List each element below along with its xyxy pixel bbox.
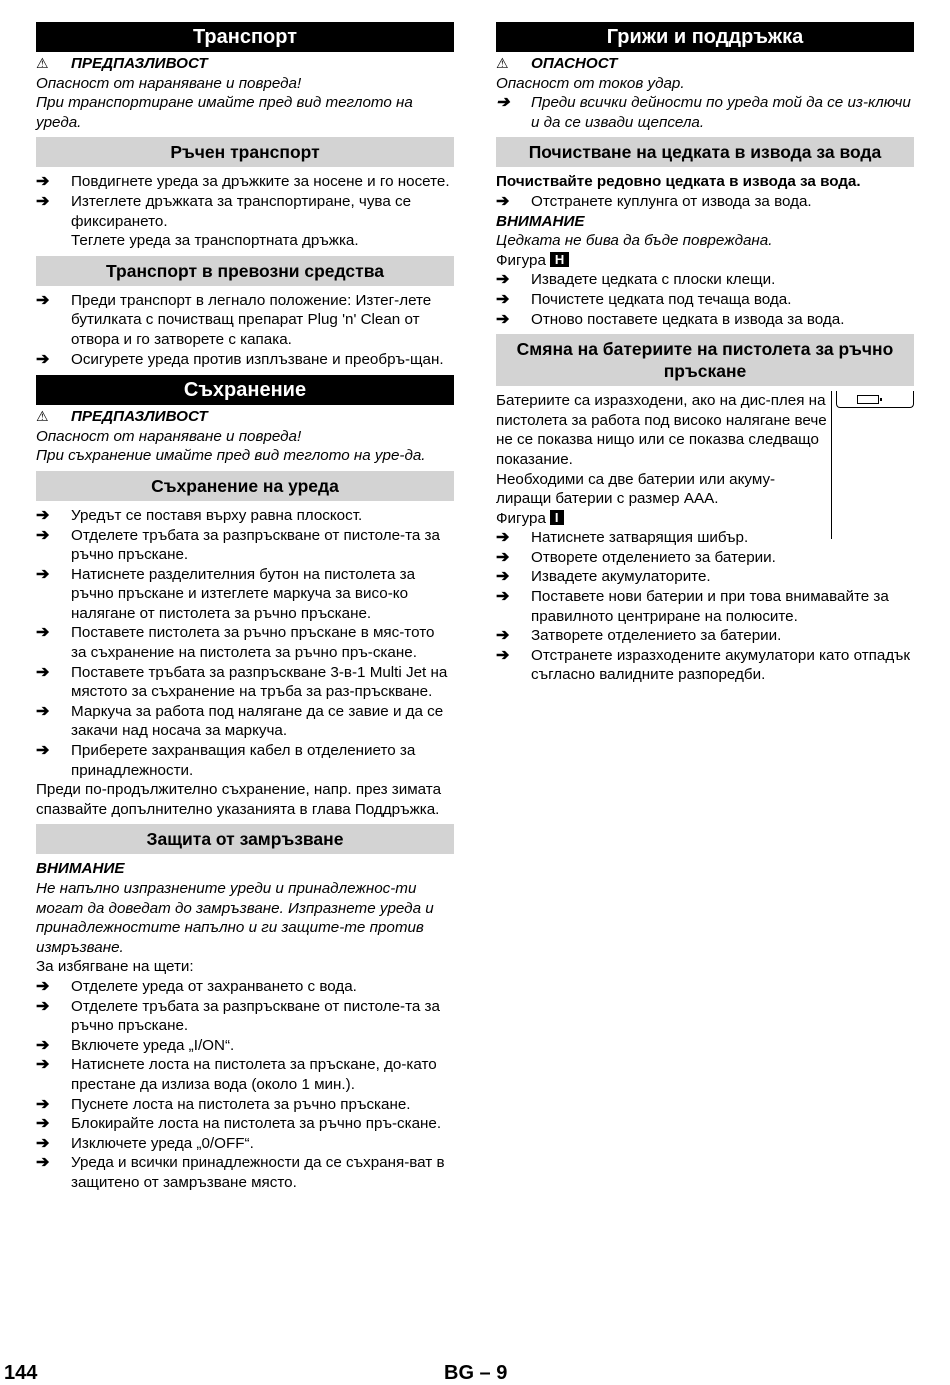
list-item: ➔ Изтеглете дръжката за транспортиране, чува се фиксирането. [36,192,412,230]
arrow-right-icon: ➔ [496,529,510,547]
arrow-right-icon: ➔ [496,290,510,308]
list-item: ➔ Пуснете лоста на пистолета за ръчно пръскане. [36,1095,411,1113]
list-item: ➔ Отделете тръбата за разпръскване от пистоле-та за ръчно пръскане. [36,997,440,1035]
page-number: 144 [4,1362,38,1384]
sieve-bold-instruction: Почиствайте редовно цедката в извода за вода. [496,173,861,191]
section-title-care: Грижи и поддръжка [496,22,914,52]
caution-text: Опасност от нараняване и повреда! [36,74,302,92]
caution-label: ⚠ ПРЕДПАЗЛИВОСТ [36,55,208,72]
figure-label: I [550,510,564,525]
arrow-right-icon: ➔ [36,173,50,191]
arrow-right-icon: ➔ [36,350,50,368]
battery-text: Батериите са изразходени, ако на дис-плея на пистолета за работа под високо налягане вече не се показва нищо или се показва следващо показание. [496,392,827,468]
list-item: ➔ Изключете уреда „0/OFF“. [36,1134,254,1152]
arrow-right-icon: ➔ [36,1154,50,1172]
sieve-list [496,270,914,329]
subsection-title-sieve-cleaning: Почистване на цедката в извода за вода [496,137,914,167]
battery-low-icon [857,395,879,404]
figure-reference: Фигура H [496,251,914,271]
arrow-right-icon: ➔ [36,742,50,760]
storage-note: Преди по-продължително съхранение, напр. през зимата спазвайте допълнително указанията в глава Поддръжка. [36,781,442,818]
caution-text: При транспортиране имайте пред вид теглото на уреда. [36,94,413,131]
battery-illustration [831,391,914,539]
arrow-right-icon: ➔ [36,663,50,681]
list-item: ➔ Отделете тръбата за разпръскване от пистоле-та за ръчно пръскане. [36,526,440,564]
list-item: ➔ Преди всички дейности по уреда той да се из-ключи и да се извади щепсела. [496,94,911,131]
subsection-title-frost-protection: Защита от замръзване [36,824,454,854]
danger-label: ⚠ ОПАСНОСТ [496,55,618,72]
arrow-right-icon: ➔ [36,1056,50,1074]
frost-protection-list [36,977,454,1193]
caution-label: ⚠ ПРЕДПАЗЛИВОСТ [36,408,208,426]
display-frame [836,391,914,408]
arrow-right-icon: ➔ [36,997,50,1015]
subsection-title-vehicle-transport: Транспорт в превозни средства [36,256,454,286]
arrow-right-icon: ➔ [36,702,50,720]
arrow-right-icon: ➔ [36,977,50,995]
warning-triangle-icon: ⚠ [36,55,49,71]
list-item: ➔ Маркуча за работа под налягане да се завие и да се закачи над носача за маркуча. [36,702,444,740]
page-code: BG – 9 [444,1362,508,1384]
arrow-right-icon: ➔ [36,1036,50,1054]
list-item: ➔ Извадете цедката с плоски клещи. [496,271,776,289]
manual-transport-list [36,172,454,231]
left-column [36,22,454,1193]
list-item: ➔ Осигурете уреда против изплъзване и преобръ-щан. [36,350,444,368]
list-item: ➔ Поставете нови батерии и при това внимавайте за правилното центриране на полюсите. [496,588,889,625]
list-item: ➔ Извадете акумулаторите. [496,568,711,586]
arrow-right-icon: ➔ [36,291,50,309]
attention-label: ВНИМАНИЕ [496,212,585,230]
arrow-right-icon: ➔ [36,1134,50,1152]
list-item: ➔ Отворете отделението за батерии. [496,548,776,566]
sieve-first-list [496,192,914,212]
list-item: ➔ Натиснете затварящия шибър. [496,529,749,547]
list-item: ➔ Натиснете разделителния бутон на пистолета за ръчно пръскане и изтеглете маркуча за висо-ко налягане от пистолета за ръчно пръскане. [36,565,416,622]
list-continuation: Теглете уреда за транспортната дръжка. [71,232,359,250]
list-item: ➔ Уредът се поставя върху равна плоскост. [36,506,363,524]
arrow-right-icon: ➔ [496,310,510,328]
list-item: ➔ Отделете уреда от захранването с вода. [36,977,357,995]
danger-list [496,93,914,132]
arrow-right-icon: ➔ [36,526,50,544]
battery-section [496,391,914,685]
subsection-title-manual-transport: Ръчен транспорт [36,137,454,167]
arrow-right-icon: ➔ [36,624,50,642]
arrow-right-icon: ➔ [496,627,510,645]
list-item: ➔ Поставете пистолета за ръчно пръскане в мяс-тото за съхранение на пистолета за ръчно пръ-скане. [36,624,435,662]
arrow-right-icon: ➔ [496,271,510,289]
list-item: ➔ Почистете цедката под течаща вода. [496,290,792,308]
list-item: ➔ Затворете отделението за батерии. [496,627,782,645]
arrow-right-icon: ➔ [496,568,510,586]
list-item: ➔ Включете уреда „I/ON“. [36,1036,235,1054]
list-item: ➔ Повдигнете уреда за дръжките за носене и го носете. [36,173,450,191]
arrow-right-icon: ➔ [36,1095,50,1113]
arrow-right-icon: ➔ [496,646,510,664]
vehicle-transport-list [36,291,454,369]
subsection-title-device-storage: Съхранение на уреда [36,471,454,501]
figure-label: H [550,252,569,267]
right-column [496,22,914,685]
attention-text: Цедката не бива да бъде повреждана. [496,232,773,250]
arrow-right-icon: ➔ [496,588,510,606]
section-title-transport: Транспорт [36,22,454,52]
battery-text: Необходими са две батерии или акуму-лиращи батерии с размер AAA. [496,470,776,508]
attention-label: ВНИМАНИЕ [36,860,125,878]
arrow-right-icon: ➔ [36,1115,50,1133]
arrow-right-icon: ➔ [36,506,50,524]
device-storage-list [36,506,454,780]
list-item: ➔ Преди транспорт в легнало положение: Изтег-лете бутилката с почистващ препарат Plug 'n' Clean от отвора и го затворете с капака. [36,291,432,348]
list-item: ➔ Натиснете лоста на пистолета за пръскане, до-като престане да излиза вода (около 1 мин.). [36,1056,437,1093]
list-item: ➔ Поставете тръбата за разпръскване 3-в-1 Multi Jet на мястото за съхранение на тръба за раз-пръскване. [36,663,448,701]
attention-text: Не напълно изпразнените уреди и принадлежнос-ти могат да доведат до замръзване. Изпразнете уреда и принадлежностите напълно и ги защите-те против измръзване. [36,880,434,956]
arrow-right-icon: ➔ [36,192,50,210]
danger-text: Опасност от токов удар. [496,74,685,92]
battery-list [496,528,914,685]
list-item: ➔ Отстранете куплунга от извода за вода. [496,192,812,210]
caution-text: При съхранение имайте пред вид теглото на уре-да. [36,447,426,465]
subsection-title-battery-replacement: Смяна на батериите на пистолета за ръчно пръскане [496,334,914,386]
arrow-right-icon: ➔ [36,565,50,583]
list-item: ➔ Отстранете изразходените акумулатори като отпадък съгласно валидните разпоредби. [496,646,910,684]
arrow-right-icon: ➔ [496,192,510,210]
figure-reference: Фигура I [496,509,914,529]
warning-triangle-icon: ⚠ [496,55,509,71]
arrow-right-icon: ➔ [496,548,510,566]
caution-text: Опасност от нараняване и повреда! [36,427,302,445]
list-item: ➔ Уреда и всички принадлежности да се съхраня-ват в защитено от замръзване място. [36,1154,445,1191]
list-item: ➔ Приберете захранващия кабел в отделението за принадлежности. [36,742,416,779]
warning-triangle-icon: ⚠ [36,408,49,425]
arrow-right-icon: ➔ [496,94,510,112]
list-item: ➔ Блокирайте лоста на пистолета за ръчно пръ-скане. [36,1115,442,1133]
frost-intro: За избягване на щети: [36,958,194,976]
section-title-storage: Съхранение [36,375,454,405]
list-item: ➔ Отново поставете цедката в извода за вода. [496,310,845,328]
